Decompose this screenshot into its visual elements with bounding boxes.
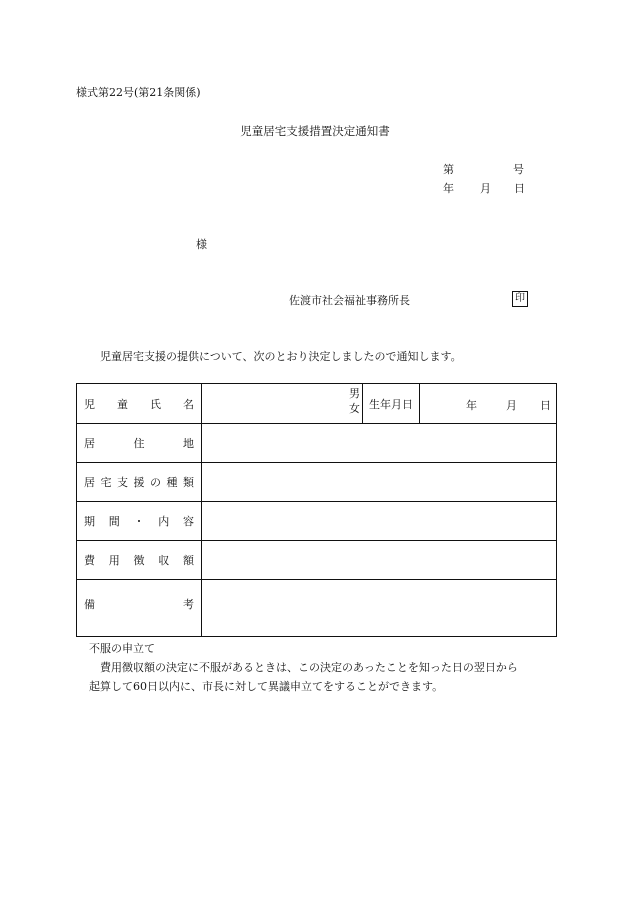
row-label-char: 収 bbox=[158, 554, 170, 567]
decision-table bbox=[76, 383, 557, 637]
dob-year: 年 bbox=[466, 399, 477, 412]
appeal-text-line1: 費用徴収額の決定に不服があるときは、この決定のあったことを知った日の翌日から bbox=[100, 661, 518, 674]
label-remarks bbox=[77, 580, 202, 637]
gender-female[interactable]: 女 bbox=[349, 402, 360, 415]
row-label-char: 容 bbox=[183, 515, 194, 528]
row-label-char: 考 bbox=[183, 598, 194, 611]
table-row-support-type bbox=[77, 463, 557, 502]
support-type-field[interactable] bbox=[202, 463, 557, 502]
issue-date-month: 月 bbox=[480, 182, 491, 195]
row-label bbox=[84, 396, 194, 412]
gender-male[interactable]: 男 bbox=[349, 387, 360, 400]
label-address bbox=[77, 424, 202, 463]
table-row-child-name bbox=[77, 384, 557, 424]
row-label-char: 氏 bbox=[150, 397, 161, 411]
seal-mark: 印 bbox=[512, 291, 528, 307]
row-label-char: 期 bbox=[84, 515, 95, 528]
fee-field[interactable] bbox=[202, 541, 557, 580]
row-label bbox=[84, 552, 194, 568]
label-child-name bbox=[77, 384, 202, 424]
row-label bbox=[84, 596, 194, 612]
table-row-fee bbox=[77, 541, 557, 580]
appeal-text-line2: 起算して60日以内に、市長に対して異議申立てをすることができます。 bbox=[89, 680, 444, 693]
document-number-suffix: 号 bbox=[513, 163, 524, 176]
document-title: 児童居宅支援措置決定通知書 bbox=[240, 124, 390, 138]
row-label-char: 住 bbox=[133, 437, 145, 450]
row-label bbox=[84, 513, 194, 529]
issue-date-day: 日 bbox=[514, 182, 525, 195]
document-number-label: 第 bbox=[443, 163, 454, 176]
row-label-char: 名 bbox=[183, 397, 194, 411]
dob-day: 日 bbox=[540, 399, 551, 412]
gender-options bbox=[349, 386, 360, 416]
address-field[interactable] bbox=[202, 424, 557, 463]
row-label-char: 徴 bbox=[133, 554, 145, 567]
row-label-char: 地 bbox=[183, 437, 194, 450]
row-label bbox=[84, 474, 194, 490]
label-period bbox=[77, 502, 202, 541]
row-label-char: 童 bbox=[117, 397, 128, 411]
remarks-field[interactable] bbox=[202, 580, 557, 637]
label-fee bbox=[77, 541, 202, 580]
row-label-char: 宅 bbox=[100, 476, 112, 489]
row-label-char: 類 bbox=[183, 476, 194, 489]
dob-label: 生年月日 bbox=[363, 384, 420, 424]
table-row-remarks bbox=[77, 580, 557, 637]
appeal-title: 不服の申立て bbox=[89, 642, 155, 655]
dob-field[interactable] bbox=[420, 384, 557, 424]
dob-month: 月 bbox=[506, 399, 517, 412]
row-label-char: ・ bbox=[133, 515, 145, 528]
row-label-char: 児 bbox=[84, 397, 95, 411]
row-label-char: 内 bbox=[158, 515, 170, 528]
row-label-char: 種 bbox=[166, 476, 178, 489]
row-label-char: 額 bbox=[183, 554, 194, 567]
row-label-char: 備 bbox=[84, 598, 95, 611]
row-label-char: 間 bbox=[108, 515, 120, 528]
form-number: 様式第22号(第21条関係) bbox=[76, 86, 201, 99]
row-label-char: 用 bbox=[108, 554, 120, 567]
row-label-char: 費 bbox=[84, 554, 95, 567]
issuer-name: 佐渡市社会福祉事務所長 bbox=[289, 294, 410, 307]
label-support-type bbox=[77, 463, 202, 502]
period-field[interactable] bbox=[202, 502, 557, 541]
row-label-char: の bbox=[150, 476, 161, 489]
row-label-char: 支 bbox=[117, 476, 128, 489]
row-label-char: 居 bbox=[84, 437, 95, 450]
row-label-char: 援 bbox=[133, 476, 145, 489]
row-label bbox=[84, 435, 194, 451]
row-label-char: 居 bbox=[84, 476, 95, 489]
table-row-period bbox=[77, 502, 557, 541]
issue-date-year: 年 bbox=[443, 182, 454, 195]
recipient-honorific: 様 bbox=[196, 238, 207, 251]
child-name-field[interactable] bbox=[202, 384, 363, 424]
table-row-address bbox=[77, 424, 557, 463]
intro-text: 児童居宅支援の提供について、次のとおり決定しましたので通知します。 bbox=[100, 350, 462, 363]
